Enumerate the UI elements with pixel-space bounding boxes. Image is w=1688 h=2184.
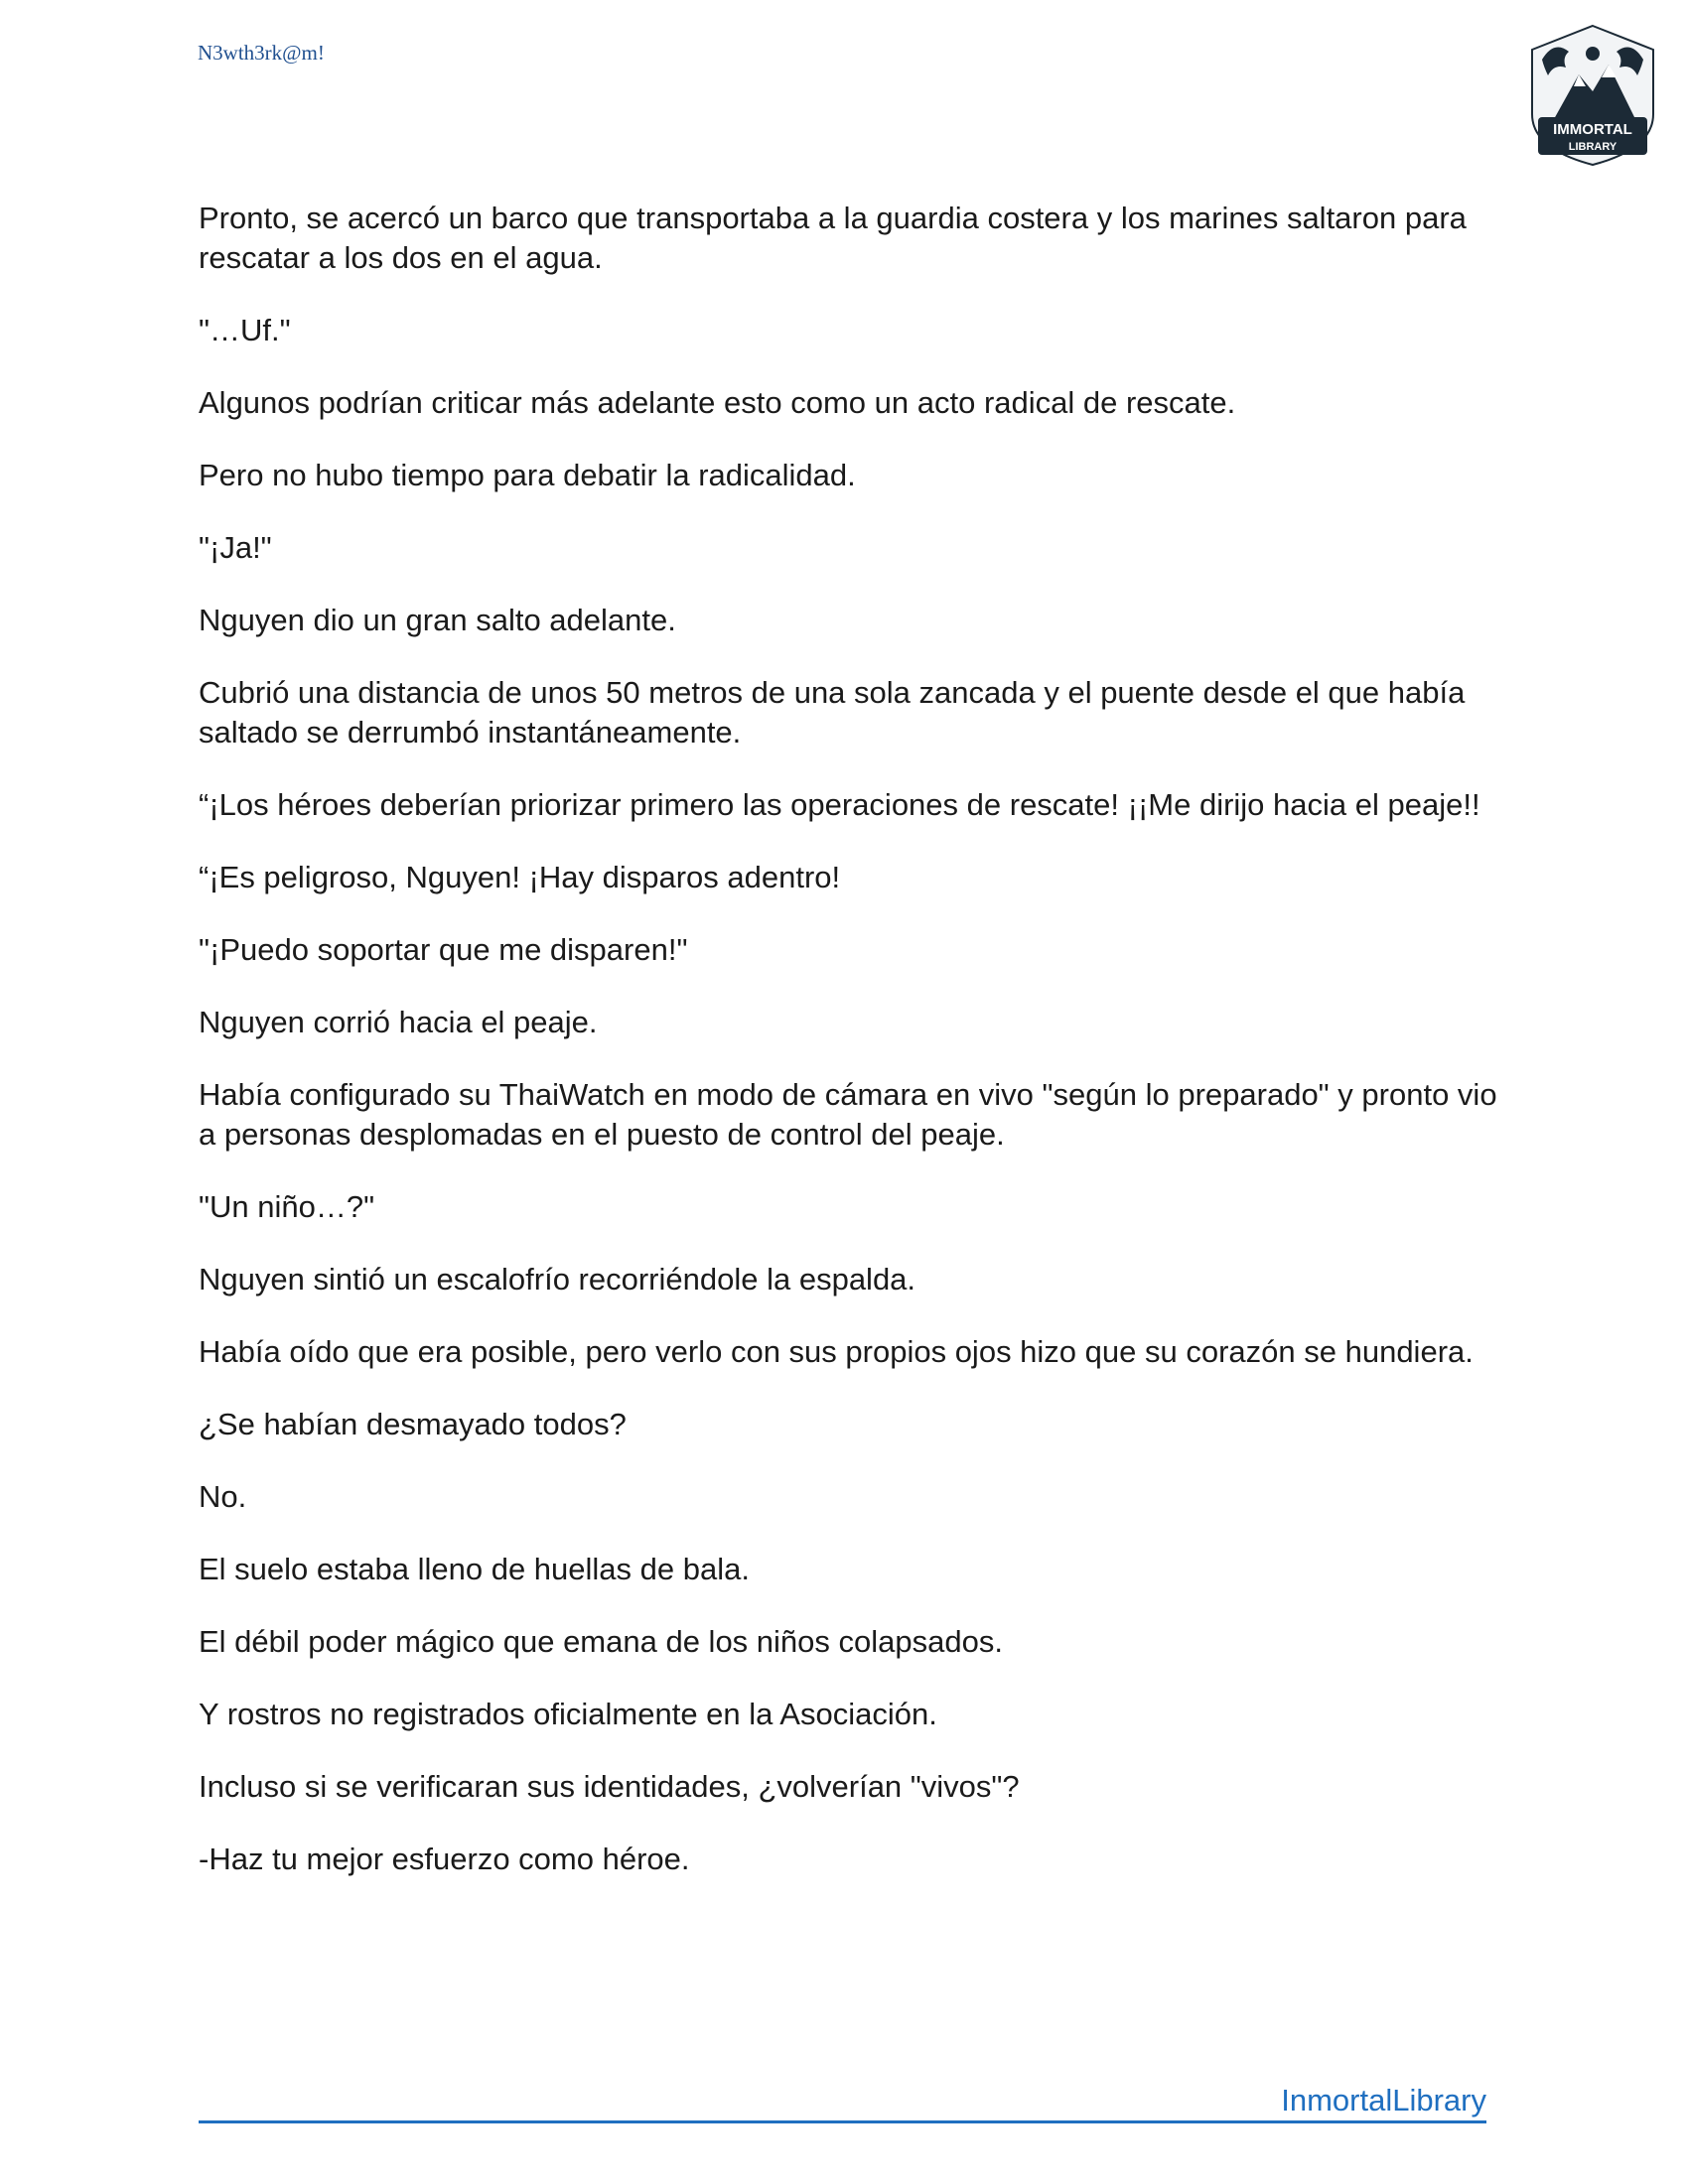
- paragraph: Nguyen corrió hacia el peaje.: [199, 1005, 598, 1039]
- paragraph: Nguyen sintió un escalofrío recorriéndole la espalda.: [199, 1262, 916, 1297]
- paragraph: "¡Puedo soportar que me disparen!": [199, 932, 688, 967]
- logo-text-top: IMMORTAL: [1553, 121, 1632, 138]
- paragraph: “¡Los héroes deberían priorizar primero las operaciones de rescate! ¡¡Me dirijo hacia el peaje!!: [199, 787, 1480, 822]
- paragraph: ¿Se habían desmayado todos?: [199, 1407, 627, 1441]
- paragraph: Pronto, se acercó un barco que transportaba a la guardia costera y los marines saltaron para rescatar a los dos en el agua.: [199, 201, 1467, 275]
- logo-text-bottom: LIBRARY: [1568, 141, 1618, 153]
- paragraph: No.: [199, 1479, 247, 1514]
- immortal-library-logo: [1514, 20, 1671, 169]
- document-body: [199, 199, 1499, 1912]
- paragraph: "…Uf.": [199, 313, 291, 347]
- paragraph: Había configurado su ThaiWatch en modo de cámara en vivo "según lo preparado" y pronto vio a personas desplomadas en el puesto de control del peaje.: [199, 1077, 1497, 1152]
- dragon-crest-icon: [1514, 20, 1671, 169]
- paragraph: "¡Ja!": [199, 530, 272, 565]
- paragraph: "Un niño…?": [199, 1189, 375, 1224]
- paragraph: Y rostros no registrados oficialmente en la Asociación.: [199, 1697, 937, 1731]
- footer-library-link[interactable]: InmortalLibrary: [199, 2081, 1486, 2123]
- paragraph: Pero no hubo tiempo para debatir la radicalidad.: [199, 458, 856, 492]
- header-watermark: N3wth3rk@m!: [198, 41, 325, 65]
- paragraph: -Haz tu mejor esfuerzo como héroe.: [199, 1842, 690, 1876]
- paragraph: Algunos podrían criticar más adelante esto como un acto radical de rescate.: [199, 385, 1236, 420]
- paragraph: Nguyen dio un gran salto adelante.: [199, 603, 676, 637]
- paragraph: Incluso si se verificaran sus identidades, ¿volverían "vivos"?: [199, 1769, 1020, 1804]
- paragraph: Había oído que era posible, pero verlo con sus propios ojos hizo que su corazón se hundiera.: [199, 1334, 1474, 1369]
- paragraph: El suelo estaba lleno de huellas de bala.: [199, 1552, 750, 1586]
- paragraph: “¡Es peligroso, Nguyen! ¡Hay disparos adentro!: [199, 860, 841, 894]
- paragraph: Cubrió una distancia de unos 50 metros de una sola zancada y el puente desde el que había saltado se derrumbó instantáneamente.: [199, 675, 1466, 750]
- paragraph: El débil poder mágico que emana de los niños colapsados.: [199, 1624, 1003, 1659]
